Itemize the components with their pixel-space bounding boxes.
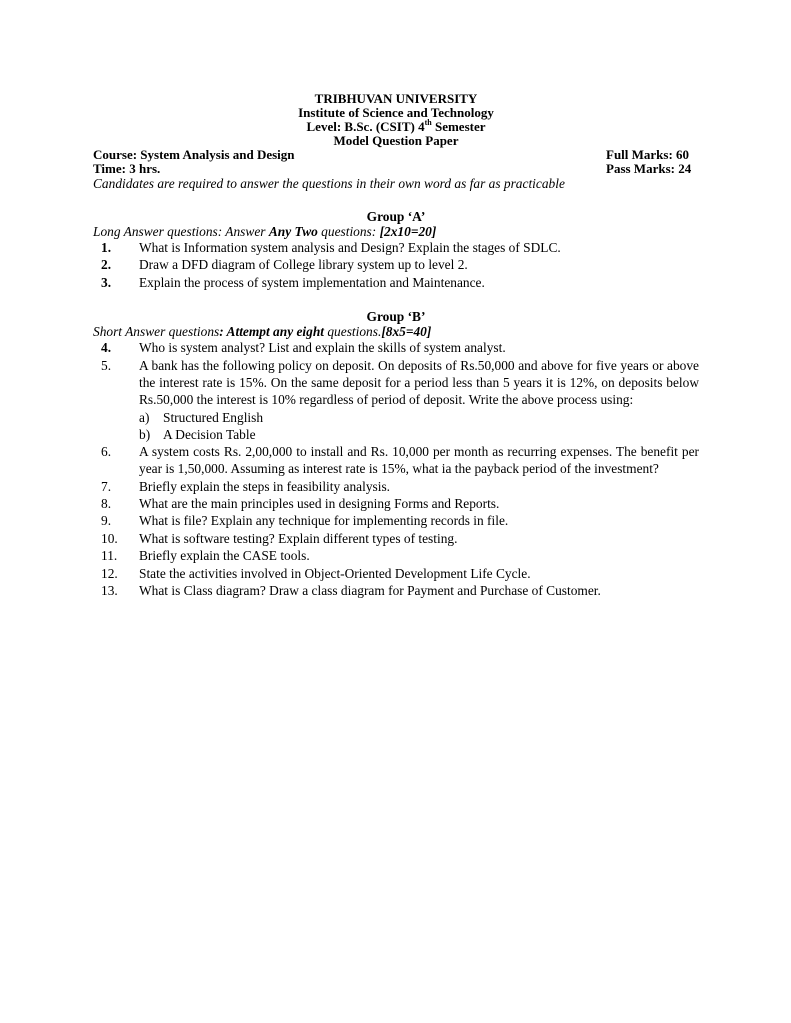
sub-item-text: Structured English <box>163 409 264 425</box>
question-number <box>93 547 139 564</box>
question-number <box>93 339 139 356</box>
question-number-text: 6. <box>101 443 112 459</box>
sub-item-label: a) <box>139 409 150 425</box>
group-b-marks: [8x5=40] <box>381 324 432 340</box>
paper-type: Model Question Paper <box>333 133 459 148</box>
group-a-instruction <box>93 224 699 239</box>
sub-item <box>139 409 699 426</box>
question-item <box>93 239 699 256</box>
question-text: What is software testing? Explain different types of testing. <box>139 530 458 546</box>
group-b-instr-bold2: t any eight <box>265 324 325 340</box>
course-name: Course: System Analysis and Design <box>93 147 295 162</box>
question-number-text: 13. <box>101 583 118 599</box>
group-a-questions <box>93 239 699 291</box>
question-item <box>93 547 699 564</box>
question-text: Briefly explain the CASE tools. <box>139 548 310 564</box>
question-item <box>93 582 699 599</box>
question-paper <box>93 92 699 600</box>
question-item <box>93 495 699 512</box>
sub-item <box>139 426 699 443</box>
question-item <box>93 565 699 582</box>
question-number <box>93 256 139 273</box>
full-marks: Full Marks: 60 <box>606 147 690 162</box>
group-b-title: Group ‘B’ <box>366 309 426 325</box>
level-line <box>93 117 699 134</box>
question-item <box>93 478 699 495</box>
question-number <box>93 582 139 599</box>
question-text: Explain the process of system implementation and Maintenance. <box>139 274 485 290</box>
question-number-text: 8. <box>101 496 112 512</box>
question-item <box>93 256 699 273</box>
level-sup: th <box>424 117 432 127</box>
question-item <box>93 357 699 409</box>
question-text: What is file? Explain any technique for implementing records in file. <box>139 513 509 529</box>
question-item <box>93 339 699 356</box>
candidate-instruction: Candidates are required to answer the questions in their own word as far as practicable <box>93 176 565 191</box>
group-a-instr-bold: Any Two <box>268 224 318 239</box>
question-number-text: 9. <box>101 513 112 529</box>
course-row <box>93 148 699 162</box>
question-text: Briefly explain the steps in feasibility analysis. <box>139 478 391 494</box>
question-number <box>93 512 139 529</box>
institute-name: Institute of Science and Technology <box>298 105 494 120</box>
question-number-text: 2. <box>101 257 112 273</box>
time-row <box>93 162 699 176</box>
question-text: State the activities involved in Object-Oriented Development Life Cycle. <box>139 565 531 581</box>
group-a-marks: [2x10=20] <box>379 224 437 239</box>
question-item <box>93 443 699 478</box>
question-text: A bank has the following policy on deposit. On deposits of Rs.50,000 and above for five years or above the interest rate is 15%. On the same deposit for a period less than 5 years it is 12%, on deposits below Rs.50,000 the interest is 10% regardless of period of deposit. Write the above process using: <box>139 357 699 408</box>
group-b-instr-text2: questions. <box>324 324 382 340</box>
group-a-title: Group ‘A’ <box>366 209 426 224</box>
question-number-text: 1. <box>101 240 112 255</box>
question-text: Who is system analyst? List and explain the skills of system analyst. <box>139 340 506 356</box>
question-number <box>93 530 139 547</box>
sub-item-text: A Decision Table <box>163 426 256 442</box>
question-number <box>93 239 139 256</box>
group-a-instr-text: Long Answer questions: Answer <box>93 224 269 239</box>
level-prefix: Level: B.Sc. (CSIT) 4 <box>306 119 425 134</box>
question-number-text: 10. <box>101 530 118 546</box>
question-number <box>93 565 139 582</box>
group-a-instr-text2: questions: <box>317 224 380 239</box>
group-b-questions <box>93 339 699 409</box>
time: Time: 3 hrs. <box>93 161 161 176</box>
question-number-text: 7. <box>101 478 112 494</box>
question-number <box>93 478 139 495</box>
question-item <box>93 512 699 529</box>
group-b-questions-continued <box>93 443 699 600</box>
question-text: A system costs Rs. 2,00,000 to install and Rs. 10,000 per month as recurring expenses. The benefit per year is 1,50,000. Assuming as interest rate is 15%, what ia the payback period of the investment? <box>139 443 699 477</box>
question-number-text: 12. <box>101 565 118 581</box>
question-number-text: 4. <box>101 340 112 356</box>
group-b-instruction <box>93 324 699 339</box>
question-item <box>93 274 699 291</box>
question-number-text: 11. <box>101 548 118 564</box>
question-number <box>93 495 139 512</box>
question-number-text: 3. <box>101 274 112 290</box>
question-text: What is Information system analysis and Design? Explain the stages of SDLC. <box>139 240 561 255</box>
pass-marks: Pass Marks: 24 <box>606 161 692 176</box>
question-number <box>93 357 139 409</box>
group-b-instr-bold1: : Attemp <box>219 324 266 340</box>
question-item <box>93 530 699 547</box>
question-number <box>93 443 139 478</box>
university-name: TRIBHUVAN UNIVERSITY <box>314 91 478 106</box>
question-number <box>93 274 139 291</box>
question-number-text: 5. <box>101 357 112 373</box>
level-suffix: Semester <box>431 119 486 134</box>
sub-item-label: b) <box>139 426 151 442</box>
group-b-instr-text: Short Answer questions <box>93 324 220 340</box>
question-text: What is Class diagram? Draw a class diagram for Payment and Purchase of Customer. <box>139 583 601 599</box>
question-text: Draw a DFD diagram of College library system up to level 2. <box>139 257 468 273</box>
question-text: What are the main principles used in designing Forms and Reports. <box>139 496 500 512</box>
